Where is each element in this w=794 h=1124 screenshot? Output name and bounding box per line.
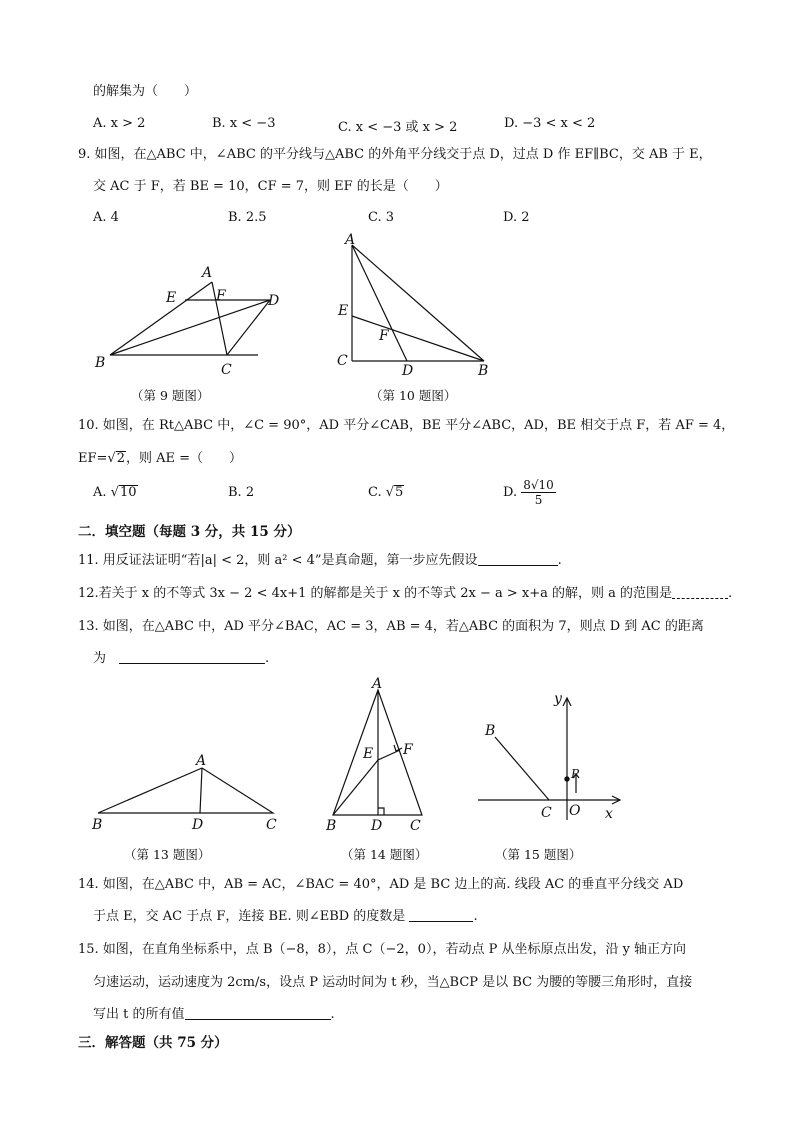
fig9-label-f: F (216, 288, 226, 304)
q8-option-c: C. x < −3 或 x > 2 (338, 120, 458, 135)
q14-answer-blank (409, 909, 473, 922)
fig14-label-f: F (403, 742, 413, 758)
q14-line1: 14. 如图，在△ABC 中，AB = AC，∠BAC = 40°，AD 是 BC 边上的高. 线段 AC 的垂直平分线交 AD (78, 877, 684, 892)
q9-option-a: A. 4 (93, 210, 119, 225)
fig14-label-b: B (326, 818, 337, 834)
q9-option-d: D. 2 (503, 210, 530, 225)
q12: 12.若关于 x 的不等式 3x − 2 < 4x+1 的解都是关于 x 的不等式 2x − a > x+a 的解，则 a 的范围是 . (78, 586, 733, 601)
fig9-caption: （第 9 题图） (131, 388, 210, 403)
q10-ef-prefix: EF= (78, 451, 108, 466)
q9-option-b: B. 2.5 (228, 210, 267, 225)
q11: 11. 用反证法证明“若|a| < 2，则 a² < 4”是真命题，第一步应先假设 . (78, 553, 562, 568)
fig15-label-o: O (569, 803, 581, 819)
q15-line3: 写出 t 的所有值 . (93, 1007, 335, 1022)
fig10-label-b: B (478, 363, 489, 379)
fig10-label-f: F (379, 328, 389, 344)
fig15-label-x: x (605, 806, 613, 822)
fig14-label-d: D (371, 818, 383, 834)
q10-option-c: C. √5 (368, 485, 404, 500)
fig9-label-e: E (166, 290, 177, 306)
q15-line2: 匀速运动，运动速度为 2cm/s，设点 P 运动时间为 t 秒，当△BCP 是以 BC 为腰的等腰三角形时，直接 (93, 975, 693, 990)
q15-line1: 15. 如图，在直角坐标系中，点 B（−8，8），点 C（−2，0），若动点 P 从坐标原点出发，沿 y 轴正方向 (78, 942, 687, 957)
q10-line1: 10. 如图，在 Rt△ABC 中，∠C = 90°，AD 平分∠CAB，BE 平分∠ABC，AD，BE 相交于点 F，若 AF = 4， (78, 418, 735, 433)
fig10-caption: （第 10 题图） (370, 388, 457, 403)
q10-option-d: D. $\frac{8√10}{5}$ (503, 478, 554, 507)
fig9-label-b: B (95, 355, 106, 371)
q9-line1: 9. 如图，在△ABC 中，∠ABC 的平分线与△ABC 的外角平分线交于点 D，过点 D 作 EF∥BC，交 AB 于 E， (78, 147, 712, 162)
fig15-label-p: P (571, 767, 580, 781)
q13-line1: 13. 如图，在△ABC 中，AD 平分∠BAC，AC = 3，AB = 4，若△ABC 的面积为 7，则点 D 到 AC 的距离 (78, 619, 704, 634)
fig10-label-c: C (337, 353, 348, 369)
fig13-label-b: B (92, 817, 103, 833)
fig15-label-c: C (541, 805, 552, 821)
q9-option-c: C. 3 (368, 210, 395, 225)
fig13-label-c: C (266, 817, 277, 833)
fig10-label-d: D (402, 363, 414, 379)
q8-option-a: A. x > 2 (93, 116, 146, 131)
q8-tail: 的解集为（ ） (93, 84, 198, 99)
q8-option-d: D. −3 < x < 2 (504, 116, 596, 131)
q10-option-a: A. √10 (93, 485, 137, 500)
fig15-label-y: y (554, 691, 562, 707)
fig10-label-a: A (345, 232, 356, 248)
fig13-label-a: A (196, 753, 207, 769)
fig9-label-c: C (221, 362, 232, 378)
fig15-caption: （第 15 题图） (495, 847, 582, 862)
q9-line2: 交 AC 于 F，若 BE = 10，CF = 7，则 EF 的长是（ ） (93, 179, 448, 194)
q10-line2: EF=√2，则 AE =（ ） (78, 451, 243, 466)
q10-line2-rest: ，则 AE =（ ） (125, 451, 243, 466)
fig13-label-d: D (192, 817, 204, 833)
fig14-label-e: E (363, 746, 374, 762)
q15-answer-blank (185, 1007, 331, 1020)
q13-line2: 为 . (93, 651, 270, 666)
fig14-caption: （第 14 题图） (341, 847, 428, 862)
fig14-label-c: C (410, 818, 421, 834)
q8-option-b: B. x < −3 (212, 116, 276, 131)
fig15-label-b: B (485, 723, 496, 739)
fig9-label-d: D (268, 293, 280, 309)
fig10-label-e: E (338, 303, 349, 319)
section-2-heading: 二．填空题（每题 3 分，共 15 分） (78, 524, 301, 540)
fig9-label-a: A (202, 265, 213, 281)
q10-ef-radicand: 2 (116, 451, 125, 466)
fig14-label-a: A (372, 676, 383, 692)
q10-option-b: B. 2 (228, 485, 255, 500)
fig13-caption: （第 13 题图） (124, 847, 211, 862)
section-3-heading: 三．解答题（共 75 分） (78, 1035, 228, 1051)
q14-line2: 于点 E，交 AC 于点 F，连接 BE. 则∠EBD 的度数是 . (93, 909, 478, 924)
